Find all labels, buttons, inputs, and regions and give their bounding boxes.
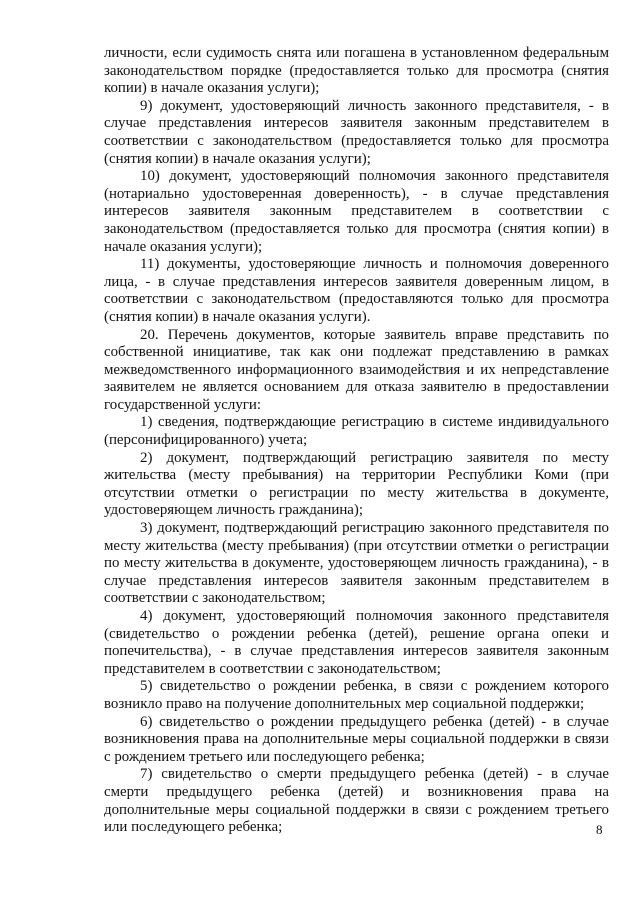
- paragraph-section-20: 20. Перечень документов, которые заявитель вправе представить по собственной инициативе, так как они подлежат представлению в рамках межведомственного информационного взаимодействия и их непредставление заявителем не является основанием для отказа заявителю в предоставлении государственной услуги:: [104, 326, 609, 413]
- paragraph-item-11: 11) документы, удостоверяющие личность и полномочия доверенного лица, - в случае представления интересов заявителя доверенным лицом, в соответствии с законодательством (предоставляются только для просмотра (снятия копии) в начале оказания услуги).: [104, 256, 609, 325]
- paragraph-subitem-2: 2) документ, подтверждающий регистрацию заявителя по месту жительства (месту пребывания) на территории Республики Коми (при отсутствии отметки о регистрации по месту жительства в документе, удостоверяющем личность гражданина);: [104, 449, 609, 519]
- paragraph-subitem-7: 7) свидетельство о смерти предыдущего ребенка (детей) - в случае смерти предыдущего ребенка (детей) и возникновения права на дополнительные меры социальной поддержки в связи с рождением третьего или последующего ребенка;: [104, 766, 609, 836]
- paragraph-continuation: личности, если судимость снята или погашена в установленном федеральным законодательством порядке (предоставляется только для просмотра (снятия копии) в начале оказания услуги);: [104, 45, 609, 97]
- paragraph-subitem-4: 4) документ, удостоверяющий полномочия законного представителя (свидетельство о рождении ребенка (детей), решение органа опеки и попечительства), - в случае представления интересов заявителя законным представителем в соответствии с законодательством;: [104, 608, 609, 677]
- paragraph-subitem-6: 6) свидетельство о рождении предыдущего ребенка (детей) - в случае возникновения права на дополнительные меры социальной поддержки в связи с рождением третьего или последующего ребенка;: [104, 713, 609, 765]
- paragraph-subitem-3: 3) документ, подтверждающий регистрацию законного представителя по месту жительства (месту пребывания) (при отсутствии отметки о регистрации по месту жительства в документе, удостоверяющем личность гражданина), - в случае представления интересов заявителя законным представителем в соответствии с законодательством;: [104, 520, 609, 607]
- document-body: [104, 45, 609, 837]
- paragraph-item-9: 9) документ, удостоверяющий личность законного представителя, - в случае представления интересов заявителя законным представителем в соответствии с законодательством (предоставляется только для просмотра (снятия копии) в начале оказания услуги);: [104, 97, 609, 167]
- paragraph-subitem-1: 1) сведения, подтверждающие регистрацию в системе индивидуального (персонифицированного) учета;: [104, 414, 609, 449]
- page-number: 8: [596, 822, 603, 837]
- paragraph-subitem-5: 5) свидетельство о рождении ребенка, в связи с рождением которого возникло право на получение дополнительных мер социальной поддержки;: [104, 678, 609, 712]
- paragraph-item-10: 10) документ, удостоверяющий полномочия законного представителя (нотариально удостоверенная доверенность), - в случае представления интересов заявителя законным представителем в соответствии с законодательством (предоставляется только для просмотра (снятия копии) в начале оказания услуги);: [104, 168, 609, 255]
